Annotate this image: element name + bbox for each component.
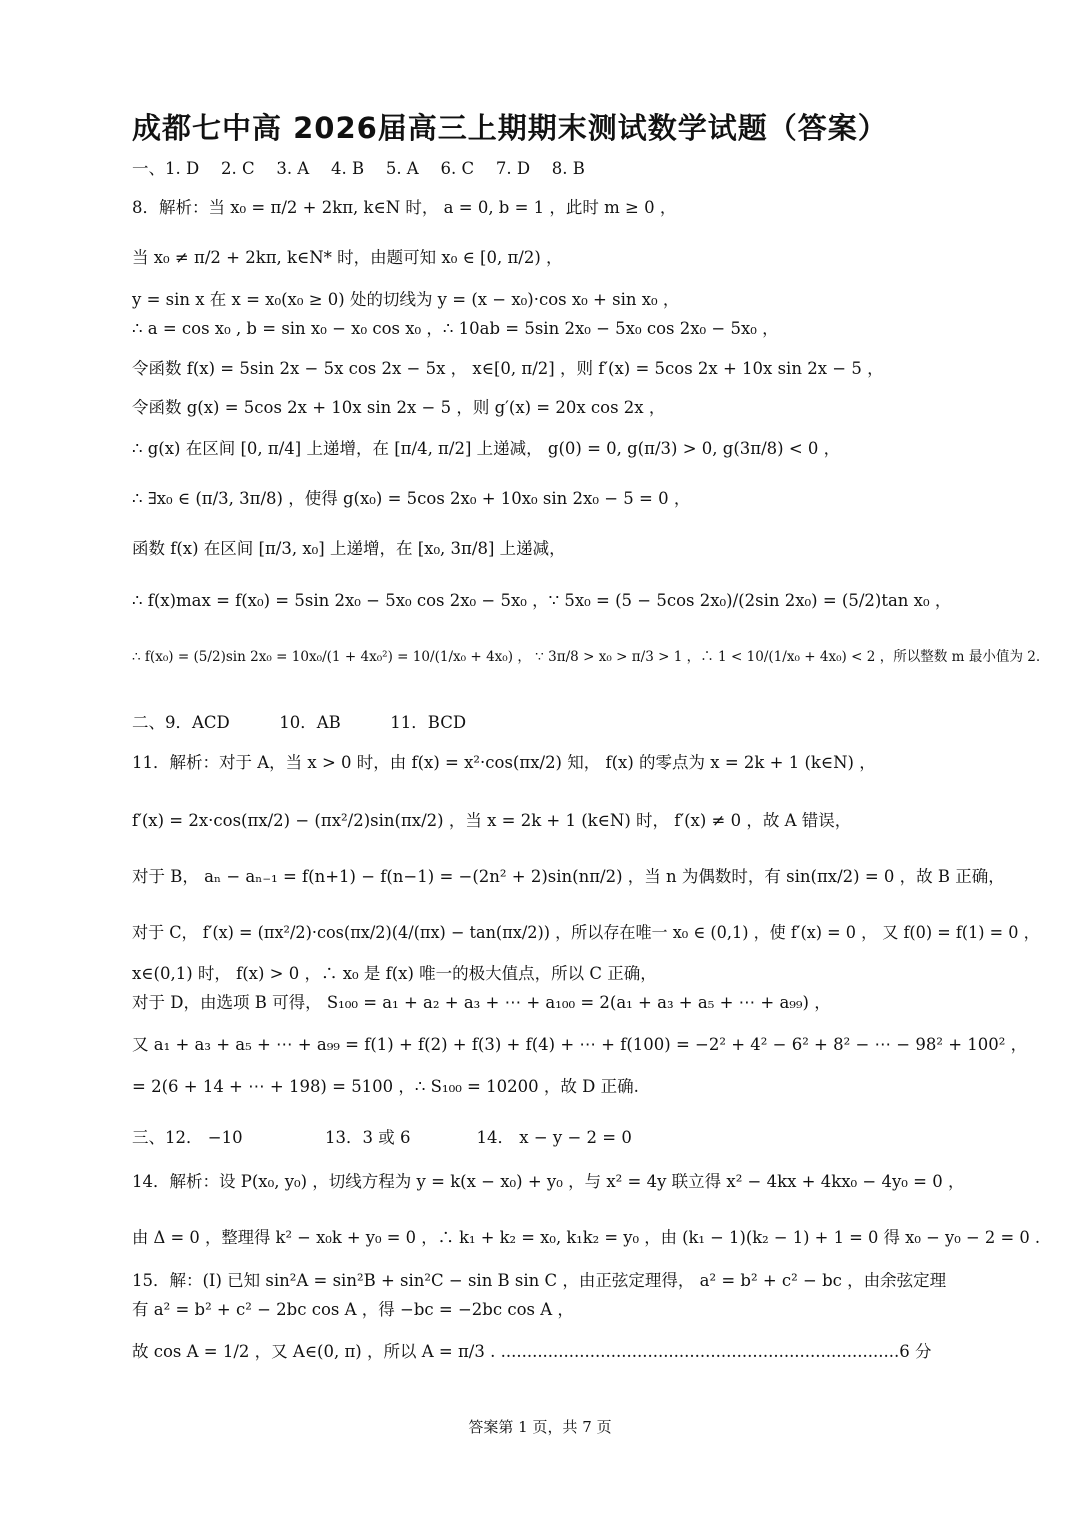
page-footer: 答案第 1 页，共 7 页 (468, 1418, 612, 1436)
answer-line: 11．解析：对于 A，当 x > 0 时，由 f(x) = x²·cos(πx/2) 知， f(x) 的零点为 x = 2k + 1 (k∈N) ， (132, 753, 876, 772)
answer-line: ∴ g(x) 在区间 [0, π/4] 上递增，在 [π/4, π/2] 上递减， g(0) = 0, g(π/3) > 0, g(3π/8) < 0 ， (132, 439, 841, 458)
answer-line: 函数 f(x) 在区间 [π/3, x₀] 上递增，在 [x₀, 3π/8] 上递减， (132, 539, 566, 558)
answer-line: 一、1. D 2. C 3. A 4. B 5. A 6. C 7. D 8. B (132, 159, 585, 178)
answer-line: x∈(0,1) 时， f(x) > 0 ，∴ x₀ 是 f(x) 唯一的极大值点，所以 C 正确， (132, 964, 657, 983)
answer-line: 故 cos A = 1/2 ，又 A∈(0, π) ，所以 A = π/3 . ............................................................................6 分 (132, 1342, 932, 1361)
answer-line: 14．解析：设 P(x₀, y₀) ，切线方程为 y = k(x − x₀) + y₀ ，与 x² = 4y 联立得 x² − 4kx + 4kx₀ − 4y₀ = 0 ， (132, 1172, 965, 1191)
answer-line: = 2(6 + 14 + ⋯ + 198) = 5100 ，∴ S₁₀₀ = 10200 ，故 D 正确. (132, 1077, 639, 1096)
answer-line: 又 a₁ + a₃ + a₅ + ⋯ + a₉₉ = f(1) + f(2) + f(3) + f(4) + ⋯ + f(100) = −2² + 4² − 6² + 8² − ⋯ − 98² + 100² ， (132, 1035, 1028, 1054)
answer-line: 对于 B， aₙ − aₙ₋₁ = f(n+1) − f(n−1) = −(2n² + 2)sin(nπ/2) ，当 n 为偶数时，有 sin(πx/2) = 0 ，故 B 正确， (132, 867, 1005, 886)
answer-line: ∴ f(x₀) = (5/2)sin 2x₀ = 10x₀/(1 + 4x₀²) = 10/(1/x₀ + 4x₀) ， ∵ 3π/8 > x₀ > π/3 > 1 ，∴ 1 < 10/(1/x₀ + 4x₀) < 2 ，所以整数 m 最小值为 2. (132, 649, 1041, 665)
answer-line: 三、12． −10 13．3 或 6 14． x − y − 2 = 0 (132, 1128, 632, 1147)
answer-line: 对于 C， f′(x) = (πx²/2)·cos(πx/2)(4/(πx) − tan(πx/2)) ，所以存在唯一 x₀ ∈ (0,1) ，使 f′(x) = 0 ， 又 f(0) = f(1) = 0 ， (132, 923, 1040, 942)
answer-line: ∴ f(x)max = f(x₀) = 5sin 2x₀ − 5x₀ cos 2x₀ − 5x₀ ，∵ 5x₀ = (5 − 5cos 2x₀)/(2sin 2x₀) = (5/2)tan x₀ ， (132, 591, 952, 610)
answer-line: 有 a² = b² + c² − 2bc cos A ，得 −bc = −2bc cos A ， (132, 1300, 574, 1319)
answer-line: ∴ ∃x₀ ∈ (π/3, 3π/8) ，使得 g(x₀) = 5cos 2x₀ + 10x₀ sin 2x₀ − 5 = 0 ， (132, 489, 691, 508)
answer-line: 8．解析：当 x₀ = π/2 + 2kπ, k∈N 时， a = 0, b = 1 ，此时 m ≥ 0 ， (132, 198, 677, 217)
page-title: 成都七中高 2026届高三上期期末测试数学试题（答案） (132, 111, 888, 145)
answer-line: 令函数 f(x) = 5sin 2x − 5x cos 2x − 5x ， x∈[0, π/2] ，则 f′(x) = 5cos 2x + 10x sin 2x − 5 ， (132, 359, 884, 378)
answer-line: 令函数 g(x) = 5cos 2x + 10x sin 2x − 5 ，则 g′(x) = 20x cos 2x ， (132, 398, 666, 417)
answer-line: f′(x) = 2x·cos(πx/2) − (πx²/2)sin(πx/2) ，当 x = 2k + 1 (k∈N) 时， f′(x) ≠ 0 ，故 A 错误， (132, 811, 852, 830)
answer-line: 当 x₀ ≠ π/2 + 2kπ, k∈N* 时，由题可知 x₀ ∈ [0, π/2) ， (132, 248, 563, 267)
answer-line: 15．解：(Ⅰ) 已知 sin²A = sin²B + sin²C − sin B sin C ，由正弦定理得， a² = b² + c² − bc ，由余弦定理 (132, 1271, 947, 1290)
answer-line: 二、9．ACD 10．AB 11．BCD (132, 713, 467, 732)
answer-line: ∴ a = cos x₀ , b = sin x₀ − x₀ cos x₀ ，∴ 10ab = 5sin 2x₀ − 5x₀ cos 2x₀ − 5x₀ ， (132, 319, 779, 338)
answer-line: 对于 D，由选项 B 可得， S₁₀₀ = a₁ + a₂ + a₃ + ⋯ + a₁₀₀ = 2(a₁ + a₃ + a₅ + ⋯ + a₉₉) ， (132, 993, 831, 1012)
answer-line: y = sin x 在 x = x₀(x₀ ≥ 0) 处的切线为 y = (x − x₀)·cos x₀ + sin x₀ ， (132, 290, 680, 309)
answer-line: 由 Δ = 0 ，整理得 k² − x₀k + y₀ = 0 ，∴ k₁ + k₂ = x₀, k₁k₂ = y₀ ，由 (k₁ − 1)(k₂ − 1) + 1 = 0 得 x₀ − y₀ − 2 = 0 . (132, 1228, 1041, 1247)
